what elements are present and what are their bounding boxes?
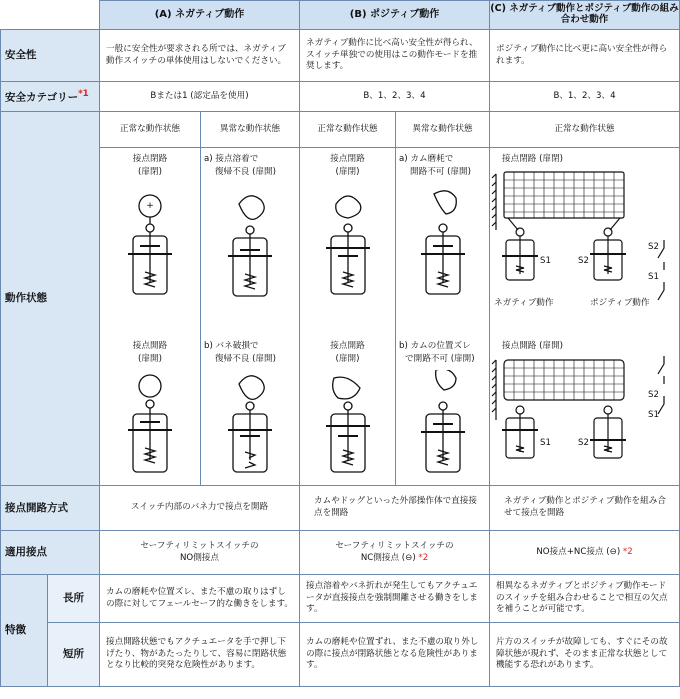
method-c: ネガティブ動作とポジティブ動作を組み合せて接点を開路 [490,486,680,531]
contacts-c-footnote-mark: *2 [622,546,633,557]
op-b-fault2: b) カムの位置ズレ [399,341,471,351]
switch-diagram-b-open [300,370,396,490]
op-c-positive: ポジティブ動作 [590,298,650,308]
category-row [1,82,680,112]
switch-diagram-a-open [100,370,200,490]
op-c-open-label: 接点開路 (扉開) [502,341,564,351]
method-b: カムやドッグといった外部操作体で直接接点を開路 [300,486,490,531]
contacts-b [300,531,490,575]
switch-diagram-b-wear [396,184,490,324]
safety-c: ポジティブ動作に比べ更に高い安全性が得られます。 [490,30,680,82]
header-blank [1,1,100,30]
op-c-cell [490,148,680,486]
op-b-normal-cell [300,148,396,486]
op-a-normal-cell [100,148,201,486]
category-c: B、1、2、3、4 [490,82,680,112]
op-c-normal-head: 正常な動作状態 [490,112,680,148]
demerit-c: 片方のスイッチが故障しても、すぐにその故障状態が現れず、そのまま正常な状態として機能する恐れがあります。 [490,623,680,687]
method-label: 接点開路方式 [1,486,100,531]
safety-label: 安全性 [1,30,100,82]
category-b: B、1、2、3、4 [300,82,490,112]
combined-diagram-closed [490,170,680,310]
op-a-fault2: b) バネ破損で [204,341,259,351]
op-c-s1-bottom: S1 [648,410,659,420]
contacts-b-line1: セーフティリミットスイッチの [335,540,454,551]
op-c-s1-top: S1 [648,272,659,282]
op-b-open-label: 接点開路 [330,341,365,351]
contacts-label: 適用接点 [1,531,100,575]
header-row [1,1,680,30]
op-a-fault2b: 復帰不良 (扉開) [215,354,276,364]
contacts-b-line2: NC側接点 (⊖) [360,552,416,563]
merit-a: カムの磨耗や位置ズレ、また不慮の取りはずしの際に対してフェールセーフ的な働きをします。 [100,575,300,623]
op-b-normal-head: 正常な動作状態 [300,112,396,148]
safety-b: ネガティブ動作に比べ高い安全性が得られ、スイッチ単独での使用はこの動作モードを推奨します。 [300,30,490,82]
op-b-closed-sub: (扉閉) [335,167,360,177]
switch-diagram-b-closed [300,184,396,324]
contacts-row [1,531,680,575]
op-a-abnormal-head: 異常な動作状態 [201,112,300,148]
op-b-closed-label: 接点閉路 [330,154,365,164]
contacts-c [490,531,680,575]
op-b-fault1b: 開路不可 (扉開) [410,167,471,177]
demerit-b: カムの磨耗や位置ずれ、また不慮の取り外しの際に接点が閉路状態となる危険性があります。 [300,623,490,687]
op-b-abnormal-cell [396,148,490,486]
switch-diagram-a-spring [201,370,299,490]
merit-row [1,575,680,623]
contacts-c-text: NO接点+NC接点 (⊖) [536,546,621,557]
merit-c: 相異なるネガティブとポジティブ動作モードのスイッチを組み合わせることで相互の欠点を補うことが可能です。 [490,575,680,623]
op-c-s1-open: S1 [540,438,551,448]
switch-diagram-b-shift [396,370,490,490]
op-a-normal-head: 正常な動作状態 [100,112,201,148]
op-c-s2-open: S2 [578,438,589,448]
op-c-negative: ネガティブ動作 [494,298,554,308]
op-b-fault1: a) カム磨耗で [399,154,454,164]
category-a: Bまたは1 (認定品を使用) [100,82,300,112]
op-a-closed-sub: (扉閉) [138,167,162,177]
merit-label: 長所 [48,575,100,623]
switch-diagram-a-closed [100,184,200,324]
contacts-b-footnote-mark: *2 [418,552,429,563]
method-a: スイッチ内部のバネ力で接点を開路 [100,486,300,531]
category-label-text: 安全カテゴリー [5,91,79,104]
op-c-s2-top: S2 [648,242,659,252]
svg-text:+: + [146,201,154,211]
demerit-a: 接点開路状態でもアクチュエータを手で押し下げたり、物があたったりして、容易に閉路状態となり比較的突発な危険性があります。 [100,623,300,687]
operation-label: 動作状態 [1,112,100,486]
op-a-fault1b: 復帰不良 (扉開) [215,167,276,177]
contacts-a-line1: セーフティリミットスイッチの [140,540,259,551]
op-a-abnormal-cell [201,148,300,486]
op-a-fault1: a) 接点溶着で [204,154,259,164]
op-c-s2-bottom: S2 [648,390,659,400]
op-a-open-sub: (扉開) [138,354,162,364]
switch-diagram-a-weld [201,184,299,324]
merit-b: 接点溶着やバネ折れが発生してもアクチュエータが直接接点を強制開離させる働きをします。 [300,575,490,623]
op-b-abnormal-head: 異常な動作状態 [396,112,490,148]
category-footnote-mark: *1 [78,88,89,99]
op-a-closed-label: 接点閉路 [132,154,168,164]
features-label: 特徴 [1,575,48,687]
safety-row [1,30,680,82]
header-positive: (B) ポジティブ動作 [300,1,490,30]
op-b-fault2b: で開路不可 (扉開) [405,354,475,364]
operation-subheader-row [1,112,680,148]
safety-a: 一般に安全性が要求される所では、ネガティブ動作スイッチの単体使用はしないでください。 [100,30,300,82]
op-c-s1: S1 [540,256,551,266]
op-c-closed-label: 接点閉路 (扉閉) [502,154,564,164]
op-c-s2: S2 [578,256,589,266]
contacts-a-line2: NO側接点 [180,552,219,563]
category-label [1,82,100,112]
contacts-b-line2-wrap [300,553,489,565]
contacts-a [100,531,300,575]
header-negative: (A) ネガティブ動作 [100,1,300,30]
header-combined: (C) ネガティブ動作とポジティブ動作の組み合わせ動作 [490,1,680,30]
op-b-open-sub: (扉開) [335,354,360,364]
operation-diagram-row [1,148,680,486]
method-row [1,486,680,531]
demerit-row [1,623,680,687]
op-a-open-label: 接点開路 [132,341,168,351]
demerit-label: 短所 [48,623,100,687]
